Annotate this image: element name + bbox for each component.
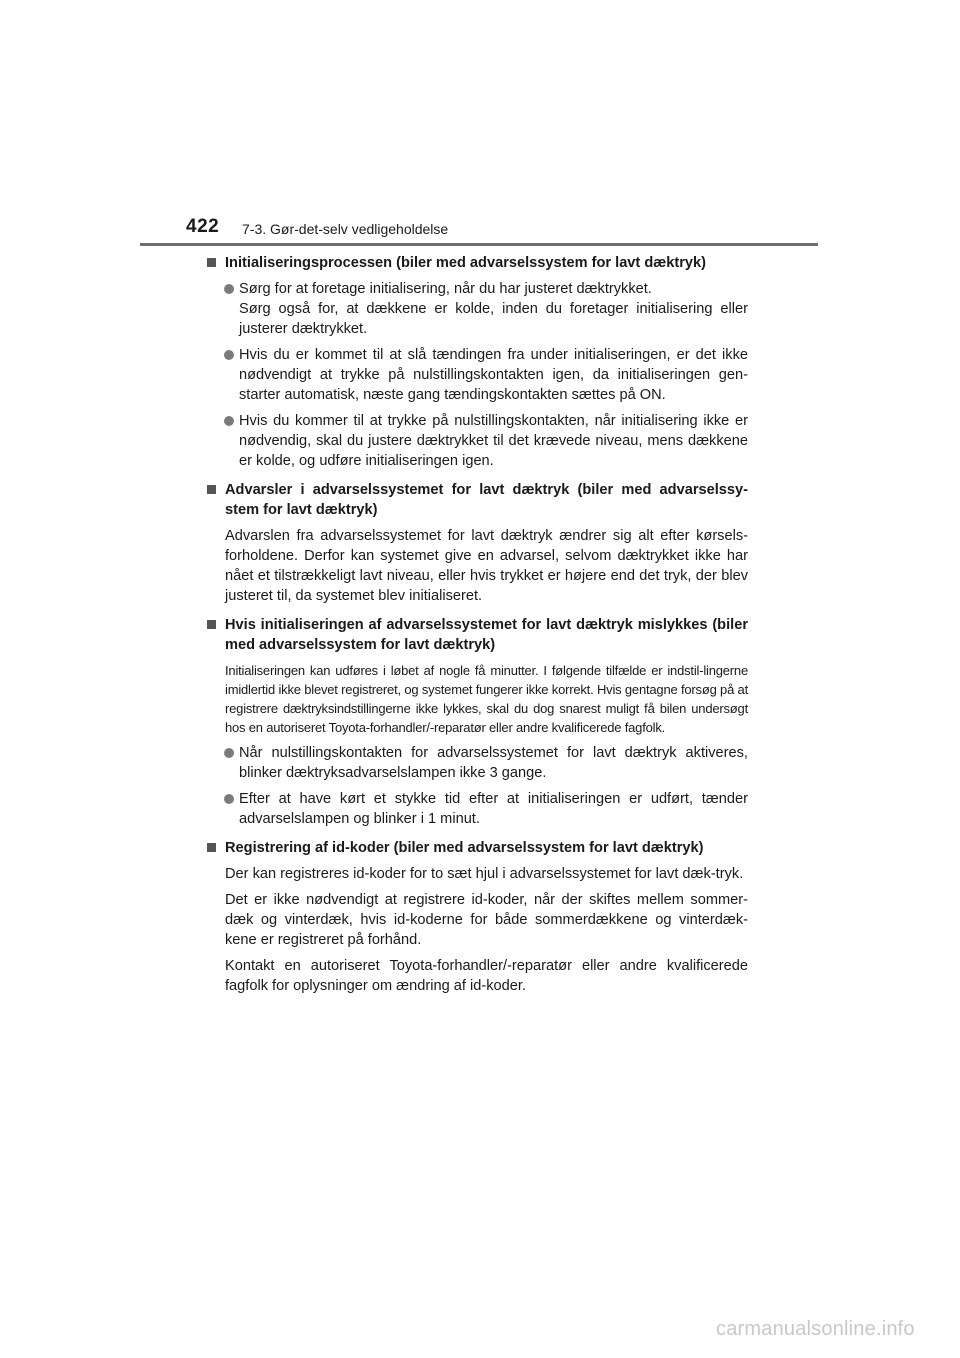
section-initialization-process bbox=[206, 253, 748, 471]
bullet-text: Hvis du kommer til at trykke på nulstillingskontakten, når initialisering ikke er nødvendig, skal du justere dæktrykket til det krævede niveau, mens dækkene er kolde, og udføre initialiseringen igen. bbox=[239, 413, 748, 469]
bullet-text: Når nulstillingskontakten for advarselssystemet for lavt dæktryk aktiveres, blinker dæktryksadvarselslampen ikke 3 gange. bbox=[239, 745, 748, 781]
section-heading bbox=[206, 480, 748, 520]
list-item bbox=[206, 345, 748, 405]
round-bullet-icon bbox=[224, 416, 234, 426]
section-warnings bbox=[206, 480, 748, 606]
heading-text: Registrering af id-koder (biler med advarselssystem for lavt dæktryk) bbox=[225, 840, 704, 856]
round-bullet-icon bbox=[224, 284, 234, 294]
bullet-text-continued: Sørg også for, at dækkene er kolde, inden du foretager initialisering eller justerer dæktrykket. bbox=[239, 301, 748, 337]
section-initialization-failure bbox=[206, 615, 748, 829]
paragraph: Der kan registreres id-koder for to sæt hjul i advarselssystemet for lavt dæk-tryk. bbox=[225, 866, 744, 882]
paragraph: Advarslen fra advarselssystemet for lavt dæktryk ændrer sig alt efter kørsels-forholdene. Derfor kan systemet give en advarsel, selvom dæktrykket ikke har nået et tilstrækkeligt lavt niveau, eller hvis trykket er højere end det tryk, der blev justeret til, da systemet blev initialiseret. bbox=[225, 528, 748, 604]
square-bullet-icon bbox=[207, 485, 216, 494]
bullet-text: Sørg for at foretage initialisering, når du har justeret dæktrykket. bbox=[239, 281, 652, 297]
heading-text: Hvis initialiseringen af advarselssystemet for lavt dæktryk mislykkes (biler med advarselssystem for lavt dæktryk) bbox=[225, 617, 748, 653]
heading-text: Initialiseringsprocessen (biler med advarselssystem for lavt dæktryk) bbox=[225, 255, 706, 271]
section-id-code-registration bbox=[206, 838, 748, 996]
paragraph: Initialiseringen kan udføres i løbet af nogle få minutter. I følgende tilfælde er indstil-lingerne imidlertid ikke blevet registreret, og systemet fungerer ikke korrekt. Hvis gentagne forsøg på at registrere dæktryksindstillingerne ikke lykkes, skal du dog snarest muligt få bilen undersøgt hos en autoriseret Toyota-forhandler/-reparatør eller andre kvalificerede fagfolk. bbox=[225, 663, 748, 735]
list-item bbox=[206, 789, 748, 829]
round-bullet-icon bbox=[224, 350, 234, 360]
paragraph: Det er ikke nødvendigt at registrere id-koder, når der skiftes mellem sommer-dæk og vinterdæk, hvis id-koderne for både sommerdækkene og vinterdæk-kene er registreret på forhånd. bbox=[225, 892, 748, 948]
section-heading bbox=[206, 615, 748, 655]
round-bullet-icon bbox=[224, 748, 234, 758]
section-heading bbox=[206, 838, 748, 858]
page-number: 422 bbox=[186, 216, 220, 237]
square-bullet-icon bbox=[207, 620, 216, 629]
bullet-text: Hvis du er kommet til at slå tændingen fra under initialiseringen, er det ikke nødvendigt at trykke på nulstillingskontakten igen, da initialiseringen gen-starter automatisk, næste gang tændingskontakten sættes på ON. bbox=[239, 347, 748, 403]
round-bullet-icon bbox=[224, 794, 234, 804]
watermark: carmanualsonline.info bbox=[716, 1318, 915, 1340]
square-bullet-icon bbox=[207, 843, 216, 852]
list-item bbox=[206, 279, 748, 339]
header-rule bbox=[140, 243, 818, 246]
section-heading bbox=[206, 253, 748, 273]
page-content bbox=[206, 253, 748, 1005]
heading-text: Advarsler i advarselssystemet for lavt dæktryk (biler med advarselssy-stem for lavt dæktryk) bbox=[225, 482, 748, 518]
paragraph: Kontakt en autoriseret Toyota-forhandler/-reparatør eller andre kvalificerede fagfolk for oplysninger om ændring af id-koder. bbox=[225, 958, 748, 994]
square-bullet-icon bbox=[207, 258, 216, 267]
bullet-text: Efter at have kørt et stykke tid efter at initialiseringen er udført, tænder advarselslampen og blinker i 1 minut. bbox=[239, 791, 748, 827]
running-head: 7-3. Gør-det-selv vedligeholdelse bbox=[242, 221, 449, 237]
list-item bbox=[206, 411, 748, 471]
list-item bbox=[206, 743, 748, 783]
